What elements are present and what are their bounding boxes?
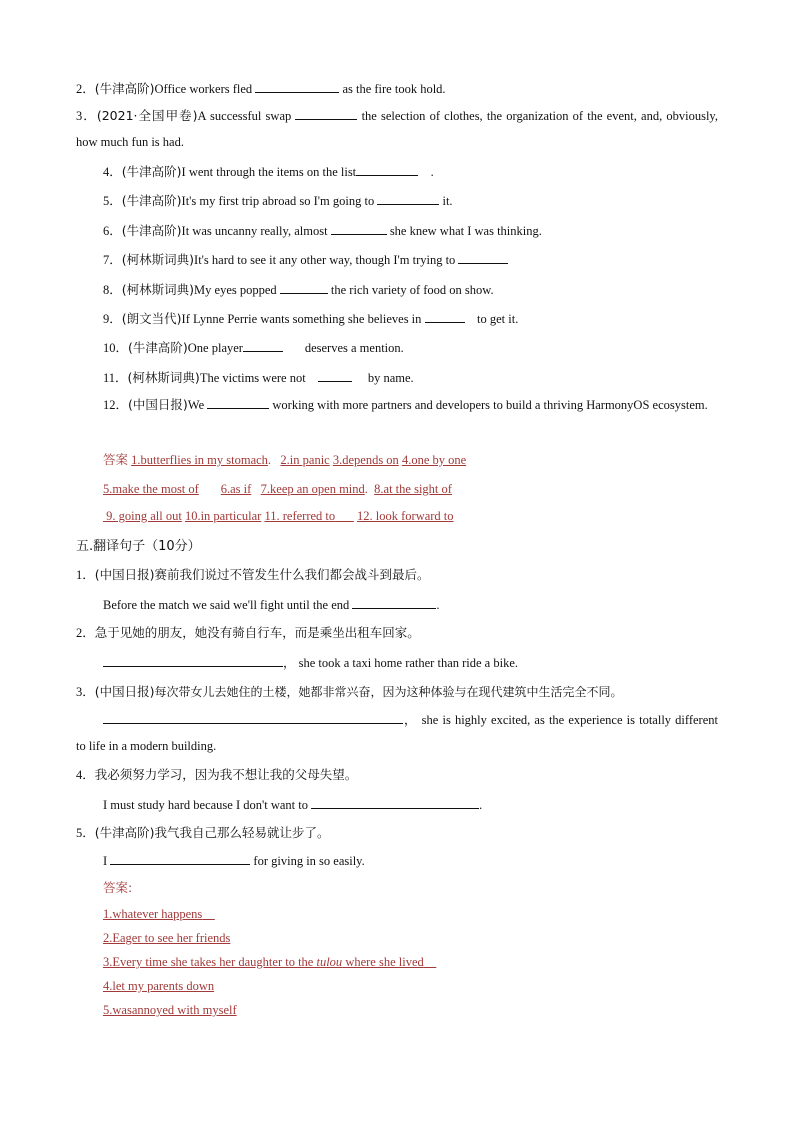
answer-blank[interactable]	[207, 396, 269, 409]
answer-key-line-1: 答案 1.butterflies in my stomach. 2.in panic 3.depends on 4.one by one	[103, 452, 467, 467]
exercise-item-11	[103, 369, 414, 386]
answer-item: 12. look forward to	[357, 509, 454, 523]
english-sentence: for giving in so easily.	[250, 854, 365, 868]
item-number: 6．	[103, 224, 122, 238]
item-text: If Lynne Perrie wants something she believes in	[181, 312, 425, 326]
translation-answer-1	[103, 906, 215, 922]
answer-item: 1.whatever happens	[103, 907, 203, 921]
translation-item-3-answer-line	[76, 707, 718, 759]
item-number: 2．	[76, 626, 95, 640]
answer-key-line-2: 5.make the most of 6.as if 7.keep an open mind. 8.at the sight of	[103, 482, 452, 496]
exercise-item-2	[76, 80, 446, 97]
answer-blank[interactable]	[352, 596, 436, 609]
item-source: (中国日报)	[94, 567, 155, 582]
translation-answer-4	[103, 978, 214, 994]
translation-item-5-answer-line	[103, 852, 365, 869]
answer-blank[interactable]	[311, 796, 479, 809]
chinese-sentence: 赛前我们说过不管发生什么我们都会战斗到最后。	[154, 567, 430, 582]
answer-label: 答案	[103, 452, 129, 467]
answer-key-line-3	[103, 508, 454, 524]
item-number: 3．	[76, 685, 95, 699]
item-text: We	[187, 398, 208, 412]
exercise-item-4	[103, 163, 434, 180]
exercise-item-9	[103, 310, 518, 327]
translation-item-1-prompt	[76, 567, 430, 583]
answer-item: 2.Eager to see her friends	[103, 931, 231, 945]
answer-item: 9. going all out	[106, 509, 182, 523]
answer-item: 11. referred to	[264, 509, 336, 523]
answer-blank[interactable]	[295, 107, 357, 120]
translation-item-3-prompt	[76, 684, 623, 700]
answer-item: 10.in particular	[184, 509, 262, 523]
english-sentence: ， she took a taxi home rather than ride a bike.	[283, 656, 518, 670]
answer-blank[interactable]	[331, 222, 387, 235]
item-text: Office workers fled	[154, 82, 256, 96]
answer-item: 4.let my parents down	[103, 979, 215, 993]
item-text: A successful swap	[197, 109, 296, 123]
item-number: 12．	[103, 398, 129, 412]
item-text: One player	[187, 341, 243, 355]
item-text: to get it.	[473, 312, 519, 326]
item-source: (中国日报)	[94, 684, 155, 699]
item-source: (牛津高阶)	[94, 825, 155, 840]
chinese-sentence: 每次带女儿去她住的土楼，她都非常兴奋，因为这种体验与在现代建筑中生活完全不同。	[154, 685, 623, 699]
item-source: (2021·全国甲卷)	[96, 108, 198, 123]
answer-item: 3.depends on	[332, 453, 399, 467]
answer-item-italic: tulou	[316, 955, 343, 969]
item-number: 8．	[103, 283, 122, 297]
answer-item: 5.make the most of	[103, 482, 199, 496]
answer-blank[interactable]	[318, 369, 352, 382]
translation-answer-3	[103, 954, 436, 970]
item-text: deserves a mention.	[301, 341, 404, 355]
item-text: .	[430, 165, 434, 179]
chinese-sentence: 急于见她的朋友，她没有骑自行车，而是乘坐出租车回家。	[94, 625, 420, 640]
answer-blank[interactable]	[280, 281, 328, 294]
english-sentence: I	[103, 854, 111, 868]
chinese-sentence: 我必须努力学习，因为我不想让我的父母失望。	[94, 767, 358, 782]
english-sentence: ， she is highly excited, as the experience is totally different to life in a modern building.	[76, 713, 718, 753]
answer-blank[interactable]	[110, 852, 250, 865]
item-number: 5．	[76, 826, 95, 840]
item-text: she knew what I was thinking.	[386, 224, 542, 238]
item-source: (柯林斯词典)	[127, 370, 200, 385]
translation-item-2-prompt	[76, 625, 420, 641]
item-source: (牛津高阶)	[128, 340, 188, 355]
exercise-item-8	[103, 281, 494, 298]
translation-item-4-prompt	[76, 767, 357, 783]
item-number: 11．	[103, 371, 128, 385]
answer-item: 4.one by one	[401, 453, 467, 467]
item-number: 5．	[103, 194, 122, 208]
exercise-item-3	[76, 103, 718, 155]
item-text: It was uncanny really, almost	[181, 224, 331, 238]
translation-item-2-answer-line	[103, 654, 518, 671]
answer-item: 3.Every time she takes her daughter to the	[103, 955, 317, 969]
item-text: working with more partners and developers to build a thriving HarmonyOS ecosystem.	[269, 398, 708, 412]
answer-blank[interactable]	[103, 711, 403, 724]
answer-item: 6.as if	[220, 482, 252, 496]
answer-item: 1.butterflies in my stomach	[131, 453, 268, 467]
item-source: (柯林斯词典)	[121, 282, 195, 297]
item-text: It's hard to see it any other way, though I'm trying to	[194, 253, 459, 267]
item-number: 1．	[76, 568, 95, 582]
item-source: (中国日报)	[128, 397, 188, 412]
item-number: 3．	[76, 109, 97, 123]
item-text: the selection of clothes, the organization of the event, and, obviously, how much fun is had.	[76, 109, 718, 149]
english-sentence: .	[479, 798, 483, 812]
answer-blank[interactable]	[356, 163, 418, 176]
item-text: I went through the items on the list	[181, 165, 357, 179]
item-number: 9．	[103, 312, 122, 326]
item-text: My eyes popped	[194, 283, 280, 297]
translation-answer-5	[103, 1002, 237, 1018]
item-number: 7．	[103, 253, 122, 267]
item-source: (牛津高阶)	[94, 81, 155, 96]
answer-item: 2.in panic	[280, 453, 330, 467]
item-text: the rich variety of food on show.	[327, 283, 494, 297]
item-text: The victims were not	[199, 371, 309, 385]
exercise-item-12	[76, 392, 718, 418]
item-number: 4．	[76, 768, 95, 782]
section-heading: 五.翻译句子（10分）	[76, 539, 201, 554]
translation-item-1-answer-line	[103, 596, 440, 613]
answer-item: where she lived	[342, 955, 424, 969]
answer-blank[interactable]	[243, 339, 283, 352]
exercise-item-5	[103, 192, 453, 209]
translation-item-5-prompt	[76, 825, 330, 841]
answer-blank[interactable]	[255, 80, 339, 93]
item-text: as the fire took hold.	[339, 82, 446, 96]
item-source: (牛津高阶)	[121, 193, 182, 208]
exercise-item-6	[103, 222, 542, 239]
english-sentence: Before the match we said we'll fight until the end	[103, 598, 353, 612]
answer-label: 答案:	[103, 880, 133, 895]
item-source: (柯林斯词典)	[121, 252, 195, 267]
answer-blank[interactable]	[425, 310, 465, 323]
english-sentence: I must study hard because I don't want to	[103, 798, 312, 812]
item-source: (牛津高阶)	[121, 223, 182, 238]
answer-blank[interactable]	[377, 192, 439, 205]
exercise-item-7	[103, 251, 508, 268]
answer-blank[interactable]	[103, 654, 283, 667]
item-source: (朗文当代)	[121, 311, 182, 326]
translation-answer-2	[103, 930, 230, 946]
answer-item: 5.wasannoyed with myself	[103, 1003, 237, 1017]
answer-item: 8.at the sight of	[374, 482, 452, 496]
item-number: 2．	[76, 82, 95, 96]
exercise-item-10	[103, 339, 404, 356]
answer-blank[interactable]	[458, 251, 508, 264]
item-text: it.	[439, 194, 453, 208]
item-number: 10．	[103, 341, 129, 355]
translation-item-4-answer-line	[103, 796, 482, 813]
item-text: It's my first trip abroad so I'm going to	[181, 194, 378, 208]
item-text: by name.	[364, 371, 414, 385]
item-source: (牛津高阶)	[121, 164, 182, 179]
item-number: 4．	[103, 165, 122, 179]
answer-item: 7.keep an open mind	[260, 482, 365, 496]
english-sentence: .	[436, 598, 440, 612]
chinese-sentence: 我气我自己那么轻易就让步了。	[154, 825, 330, 840]
